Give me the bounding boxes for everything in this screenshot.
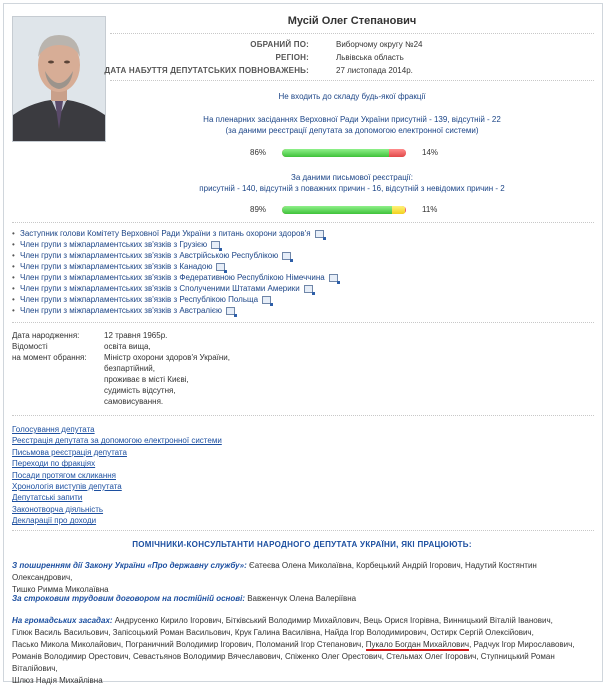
elected-row [110, 40, 594, 53]
bio-line: судимість відсутня, [104, 386, 176, 395]
assistants-volunteer [12, 615, 597, 687]
contract-intro: За строковим трудовим договором на постійній основі: [12, 594, 245, 603]
group-item[interactable]: • Заступник голови Комітету Верховної Ради України з питань охорони здоров'я [12, 228, 338, 239]
written-absent-pct: 11% [422, 205, 438, 214]
link-written-registration[interactable]: Письмова реєстрація депутата [12, 447, 127, 457]
date-value: 27 листопада 2014р. [336, 66, 413, 75]
plenary-attendance-line2: (за даними реєстрації депутата за допомогою електронної системи) [225, 126, 479, 135]
group-item[interactable]: • Член групи з міжпарламентських зв'язків з Федеративною Республікою Німеччина [12, 272, 338, 283]
external-link-icon[interactable] [315, 230, 324, 238]
divider [110, 80, 594, 81]
divider [12, 415, 594, 416]
external-link-icon[interactable] [211, 241, 220, 249]
contract-names: Вавженчук Олена Валеріївна [245, 594, 357, 603]
birth-value: 12 травня 1965р. [104, 331, 168, 340]
group-item[interactable]: • Член групи з міжпарламентських зв'язків з Республікою Польща [12, 294, 338, 305]
written-present-fill [282, 206, 392, 214]
region-value: Львівська область [336, 53, 404, 62]
plenary-attendance-bar [282, 149, 406, 157]
highlighted-assistant: Пукало Богдан Михайлович [365, 640, 470, 649]
plenary-present-pct: 86% [250, 148, 267, 157]
region-row [110, 53, 594, 66]
date-row [104, 66, 594, 79]
birth-label: Дата народження: [12, 331, 80, 340]
group-item[interactable]: • Член групи з міжпарламентських зв'язків з Австралією [12, 305, 338, 316]
volunteer-names-3b: , Радчук Ігор Мирославович, [469, 640, 575, 649]
plenary-absent-pct: 14% [422, 148, 439, 157]
external-link-icon[interactable] [216, 263, 225, 271]
link-legislative-activity[interactable]: Законотворча діяльність [12, 504, 104, 514]
volunteer-names-4: Романів Володимир Орестович, Севастьянов Володимир Вячеславович, Спіженко Олег Орестович, Стельмах Олег Ігорович, Ступницький Роман Віталійович, [12, 652, 555, 673]
group-item[interactable]: • Член групи з міжпарламентських зв'язків з Канадою [12, 261, 338, 272]
link-income-declarations[interactable]: Декларації про доходи [12, 516, 97, 526]
elected-value: Виборчому округу №24 [336, 40, 423, 49]
link-positions[interactable]: Посади протягом скликання [12, 470, 116, 480]
divider [12, 530, 594, 531]
volunteer-intro: На громадських засадах: [12, 616, 113, 625]
region-label: РЕГІОН: [275, 53, 309, 62]
elected-label: ОБРАНИЙ ПО: [250, 40, 309, 49]
link-faction-transitions[interactable]: Переходи по фракціях [12, 459, 96, 469]
divider [110, 33, 594, 34]
volunteer-names-3: Пасько Микола Миколайович, Пограничний Володимир Ігорович, Поломаний Ігор Степанович, [12, 640, 364, 649]
plenary-absent-fill [389, 149, 406, 157]
civil-service-names-2: Тишко Римма Миколаївна [12, 585, 109, 594]
written-attendance-bar-row [110, 205, 594, 217]
volunteer-names-2: Гілюк Василь Васильович, Запісоцький Роман Васильович, Крук Галина Василівна, Найда Ігор Володимирович, Остирк Сергій Олексійович, [12, 628, 534, 637]
info-label-2: на момент обрання: [12, 353, 87, 362]
external-link-icon[interactable] [329, 274, 338, 282]
bio-line: самовисування. [104, 397, 164, 406]
bio-line: безпартійний, [104, 364, 155, 373]
link-requests[interactable]: Депутатські запити [12, 493, 83, 503]
plenary-attendance-line1: На пленарних засіданнях Верховної Ради України присутній - 139, відсутній - 22 [203, 115, 501, 124]
volunteer-names-5: Шлюз Надія Михайлівна [12, 676, 103, 685]
bio-line: проживає в місті Києві, [104, 375, 189, 384]
volunteer-names-1: Андрусенко Кирило Ігорович, Бітківський Володимир Михайлович, Вець Орися Ігорівна, Винницький Віталій Іванович, [112, 616, 553, 625]
written-attendance-bar [282, 206, 406, 214]
info-label-1: Відомості [12, 342, 48, 351]
assistants-contract [12, 593, 597, 605]
civil-service-intro: З поширенням дії Закону України «Про державну службу»: [12, 561, 247, 570]
bio-line: Міністр охорони здоров'я України, [104, 353, 230, 362]
written-excused-fill [392, 206, 404, 214]
deputy-name: Мусій Олег Степанович [287, 15, 417, 27]
group-item[interactable]: • Член групи з міжпарламентських зв'язків з Грузією [12, 239, 338, 250]
assistants-civil-service [12, 560, 597, 596]
divider [12, 322, 594, 323]
written-unknown-fill [405, 206, 406, 214]
external-link-icon[interactable] [282, 252, 291, 260]
plenary-present-fill [282, 149, 389, 157]
deputy-links [12, 424, 222, 527]
faction-status: Не входить до складу будь-якої фракції [278, 92, 426, 101]
external-link-icon[interactable] [304, 285, 313, 293]
external-link-icon[interactable] [226, 307, 235, 315]
deputy-photo [12, 16, 106, 142]
link-voting[interactable]: Голосування депутата [12, 425, 95, 434]
group-item[interactable]: • Член групи з міжпарламентських зв'язків з Австрійською Республікою [12, 250, 338, 261]
written-present-pct: 89% [250, 205, 267, 214]
external-link-icon[interactable] [262, 296, 271, 304]
plenary-attendance-bar-row [110, 148, 594, 160]
written-attendance-line1: За даними письмової реєстрації: [290, 173, 414, 182]
written-attendance-line2: присутній - 140, відсутній з поважних причин - 16, відсутній з невідомих причин - 2 [199, 184, 505, 193]
divider [12, 222, 594, 223]
committee-groups-list [12, 228, 338, 316]
education-value: освіта вища, [104, 342, 151, 351]
assistants-title: ПОМІЧНИКИ-КОНСУЛЬТАНТИ НАРОДНОГО ДЕПУТАТА УКРАЇНИ, ЯКІ ПРАЦЮЮТЬ: [132, 540, 472, 549]
link-speeches[interactable]: Хронологія виступів депутата [12, 481, 122, 491]
date-label: ДАТА НАБУТТЯ ДЕПУТАТСЬКИХ ПОВНОВАЖЕНЬ: [104, 66, 309, 75]
group-item[interactable]: • Член групи з міжпарламентських зв'язків з Сполученими Штатами Америки [12, 283, 338, 294]
civil-service-names: Єатеєва Олена Миколаївна, Корбецький Андрій Ігорович, Надутий Костянтин Олександрович, [12, 561, 537, 582]
link-electronic-registration[interactable]: Реєстрація депутата за допомогою електронної системи [12, 436, 222, 446]
